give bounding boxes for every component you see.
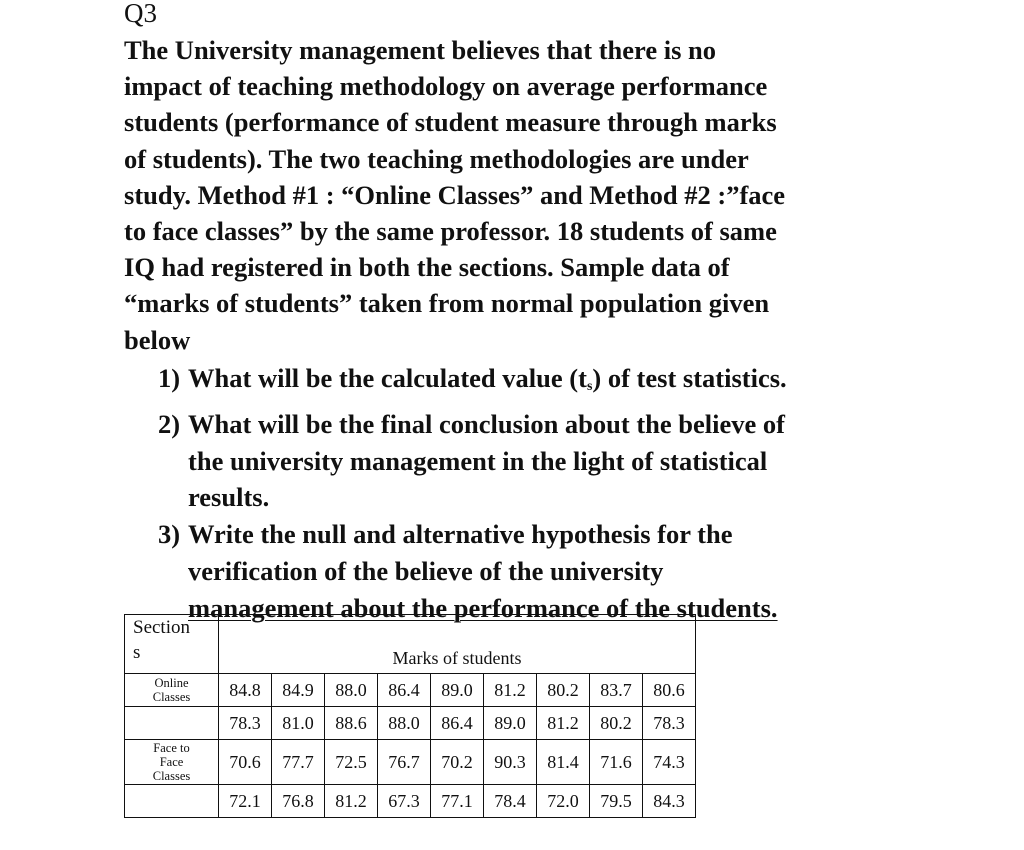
mark-cell: 70.2 bbox=[431, 740, 484, 785]
mark-cell: 89.0 bbox=[431, 674, 484, 707]
sub-question-line: verification of the believe of the university bbox=[188, 555, 664, 586]
sub-question-line: the university management in the light of statistical bbox=[188, 445, 768, 476]
mark-cell: 81.0 bbox=[272, 707, 325, 740]
sub-question-number: 1) bbox=[158, 363, 181, 393]
row-label-face-to-face: Face to Face Classes bbox=[125, 740, 219, 785]
mark-cell: 77.7 bbox=[272, 740, 325, 785]
intro-line: of students). The two teaching methodologies are under bbox=[124, 143, 749, 174]
sub-questions bbox=[158, 360, 938, 627]
intro-line: to face classes” by the same professor. 18 students of same bbox=[124, 216, 777, 247]
table-row bbox=[125, 707, 696, 740]
mark-cell: 86.4 bbox=[431, 707, 484, 740]
marks-header: Marks of students bbox=[219, 615, 696, 674]
sub-question-3 bbox=[158, 516, 938, 626]
mark-cell: 77.1 bbox=[431, 785, 484, 818]
mark-cell: 80.2 bbox=[590, 707, 643, 740]
intro-line: impact of teaching methodology on average performance bbox=[124, 71, 768, 102]
sub-question-line: management about the performance of the students. bbox=[188, 592, 778, 623]
intro-line: below bbox=[124, 324, 191, 355]
mark-cell: 89.0 bbox=[484, 707, 537, 740]
row-label-empty bbox=[125, 707, 219, 740]
subscript-s: s bbox=[586, 379, 593, 394]
mark-cell: 90.3 bbox=[484, 740, 537, 785]
sub-question-number: 2) bbox=[158, 408, 181, 439]
intro-line: The University management believes that there is no bbox=[124, 35, 717, 65]
sub-question-2 bbox=[158, 406, 938, 516]
mark-cell: 83.7 bbox=[590, 674, 643, 707]
mark-cell: 71.6 bbox=[590, 740, 643, 785]
mark-cell: 74.3 bbox=[643, 740, 696, 785]
mark-cell: 78.4 bbox=[484, 785, 537, 818]
intro-line: “marks of students” taken from normal population given bbox=[124, 288, 770, 319]
mark-cell: 84.9 bbox=[272, 674, 325, 707]
mark-cell: 84.8 bbox=[219, 674, 272, 707]
table-row bbox=[125, 674, 696, 707]
mark-cell: 81.2 bbox=[537, 707, 590, 740]
mark-cell: 80.2 bbox=[537, 674, 590, 707]
mark-cell: 80.6 bbox=[643, 674, 696, 707]
intro-line: study. Method #1 : “Online Classes” and Method #2 :”face bbox=[124, 179, 786, 210]
mark-cell: 78.3 bbox=[643, 707, 696, 740]
sub-question-1 bbox=[158, 360, 938, 406]
mark-cell: 81.2 bbox=[484, 674, 537, 707]
mark-cell: 76.8 bbox=[272, 785, 325, 818]
question-intro bbox=[124, 32, 924, 358]
mark-cell: 76.7 bbox=[378, 740, 431, 785]
mark-cell: 88.6 bbox=[325, 707, 378, 740]
mark-cell: 72.0 bbox=[537, 785, 590, 818]
row-label-empty bbox=[125, 785, 219, 818]
mark-cell: 72.5 bbox=[325, 740, 378, 785]
question-number: Q3 bbox=[124, 0, 157, 28]
mark-cell: 84.3 bbox=[643, 785, 696, 818]
sub-question-line: What will be the final conclusion about the believe of bbox=[188, 408, 786, 439]
mark-cell: 78.3 bbox=[219, 707, 272, 740]
mark-cell: 67.3 bbox=[378, 785, 431, 818]
table-row bbox=[125, 785, 696, 818]
mark-cell: 79.5 bbox=[590, 785, 643, 818]
table-row bbox=[125, 740, 696, 785]
intro-line: IQ had registered in both the sections. Sample data of bbox=[124, 252, 730, 283]
sub-question-line: What will be the calculated value $(t_s)$ of test statistics. bbox=[188, 363, 787, 394]
sections-header: Section s bbox=[125, 615, 219, 674]
mark-cell: 88.0 bbox=[325, 674, 378, 707]
mark-cell: 86.4 bbox=[378, 674, 431, 707]
sub-question-line: Write the null and alternative hypothesis for the bbox=[188, 519, 733, 550]
row-label-online: Online Classes bbox=[125, 674, 219, 707]
table-header-row bbox=[125, 615, 696, 674]
mark-cell: 72.1 bbox=[219, 785, 272, 818]
mark-cell: 81.4 bbox=[537, 740, 590, 785]
intro-line: students (performance of student measure through marks bbox=[124, 107, 777, 138]
mark-cell: 70.6 bbox=[219, 740, 272, 785]
sub-question-number: 3) bbox=[158, 519, 181, 550]
mark-cell: 81.2 bbox=[325, 785, 378, 818]
sub-question-line: results. bbox=[188, 482, 270, 513]
marks-table bbox=[124, 614, 696, 818]
mark-cell: 88.0 bbox=[378, 707, 431, 740]
